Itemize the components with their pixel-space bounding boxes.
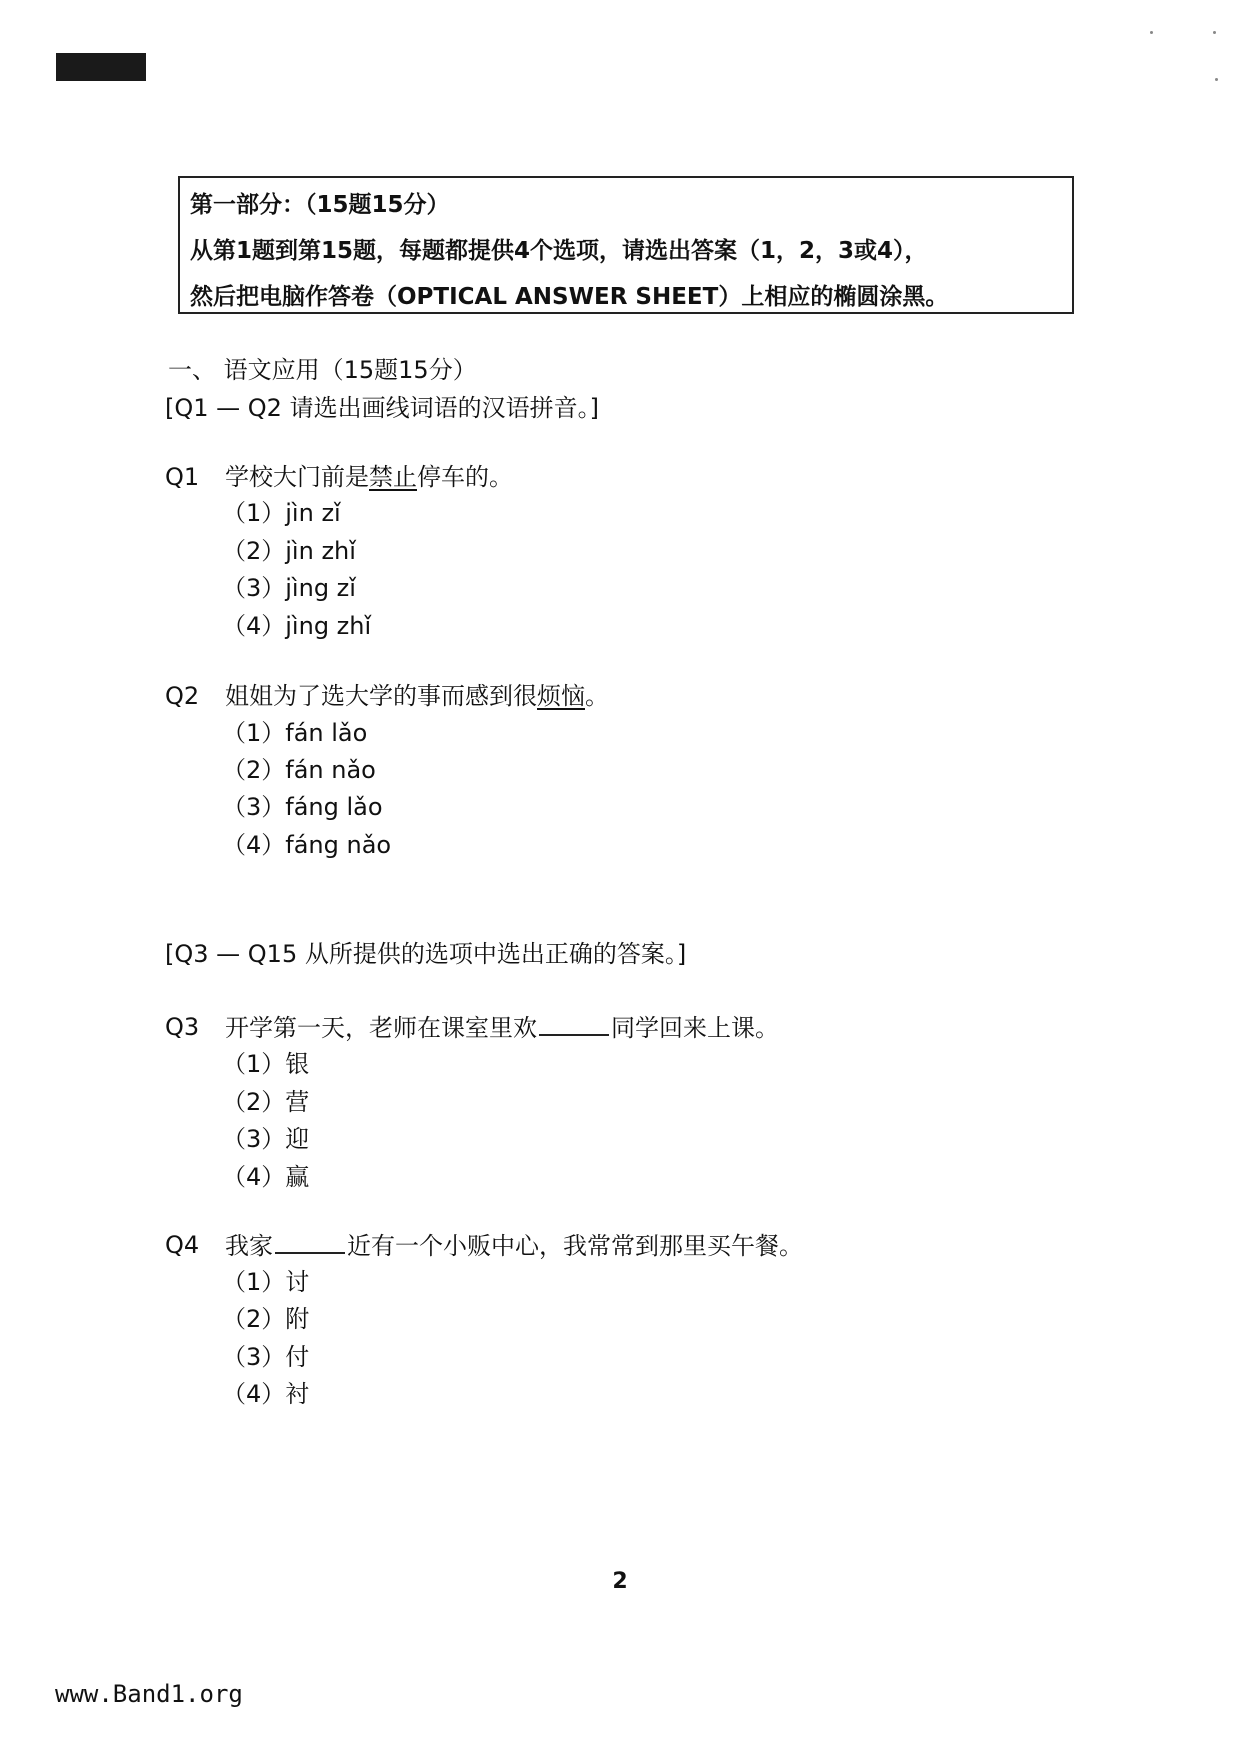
stem-text: 同学回来上课。 [611, 1014, 779, 1042]
question-number: Q1 [165, 463, 200, 491]
stem-text: 开学第一天，老师在课室里欢 [225, 1014, 537, 1042]
scan-speck [1215, 78, 1218, 81]
redaction-block [56, 53, 146, 81]
option: （1）jìn zǐ [222, 499, 341, 527]
option: （2）fán nǎo [222, 756, 376, 784]
stem-text: 姐姐为了选大学的事而感到很 [225, 682, 537, 710]
option: （2）附 [222, 1305, 310, 1333]
instruction-line-1: 从第1题到第15题，每题都提供4个选项，请选出答案（1，2，3或4）， [190, 238, 928, 264]
question-stem [225, 462, 513, 492]
answer-blank [539, 1012, 609, 1036]
stem-text: 停车的。 [417, 463, 513, 491]
option: （3）迎 [222, 1125, 310, 1153]
question-stem [225, 1230, 803, 1261]
answer-blank [275, 1230, 345, 1254]
question-stem [225, 681, 609, 711]
stem-text: 。 [585, 682, 609, 710]
page-number: 2 [612, 1569, 628, 1594]
underlined-word: 禁止 [369, 463, 417, 491]
section-instruction-q1-q2: [Q1 — Q2 请选出画线词语的汉语拼音。] [165, 394, 599, 422]
option: （3）付 [222, 1343, 310, 1371]
footer-url: www.Band1.org [55, 1680, 243, 1708]
section-title: 一、 语文应用（15题15分） [168, 356, 477, 384]
scan-speck [1150, 31, 1153, 34]
question-number: Q2 [165, 682, 200, 710]
stem-text: 我家 [225, 1232, 273, 1260]
question-number: Q3 [165, 1013, 200, 1041]
instruction-box [178, 176, 1074, 314]
option: （1）fán lǎo [222, 719, 368, 747]
option: （4）jìng zhǐ [222, 612, 372, 640]
underlined-word: 烦恼 [537, 682, 585, 710]
option: （4）衬 [222, 1380, 310, 1408]
question-stem [225, 1012, 779, 1043]
option: （4）fáng nǎo [222, 831, 392, 859]
scan-speck [1213, 31, 1216, 34]
stem-text: 学校大门前是 [225, 463, 369, 491]
part-heading: 第一部分：（15题15分） [190, 192, 450, 218]
option: （1）银 [222, 1050, 310, 1078]
section-instruction-q3-q15: [Q3 — Q15 从所提供的选项中选出正确的答案。] [165, 940, 687, 968]
instruction-line-2: 然后把电脑作答卷（OPTICAL ANSWER SHEET）上相应的椭圆涂黑。 [190, 284, 949, 310]
question-number: Q4 [165, 1231, 200, 1259]
option: （2）营 [222, 1088, 310, 1116]
option: （4）赢 [222, 1163, 310, 1191]
option: （3）fáng lǎo [222, 793, 383, 821]
option: （3）jìng zǐ [222, 574, 356, 602]
option: （2）jìn zhǐ [222, 537, 356, 565]
stem-text: 近有一个小贩中心，我常常到那里买午餐。 [347, 1232, 803, 1260]
option: （1）讨 [222, 1268, 310, 1296]
